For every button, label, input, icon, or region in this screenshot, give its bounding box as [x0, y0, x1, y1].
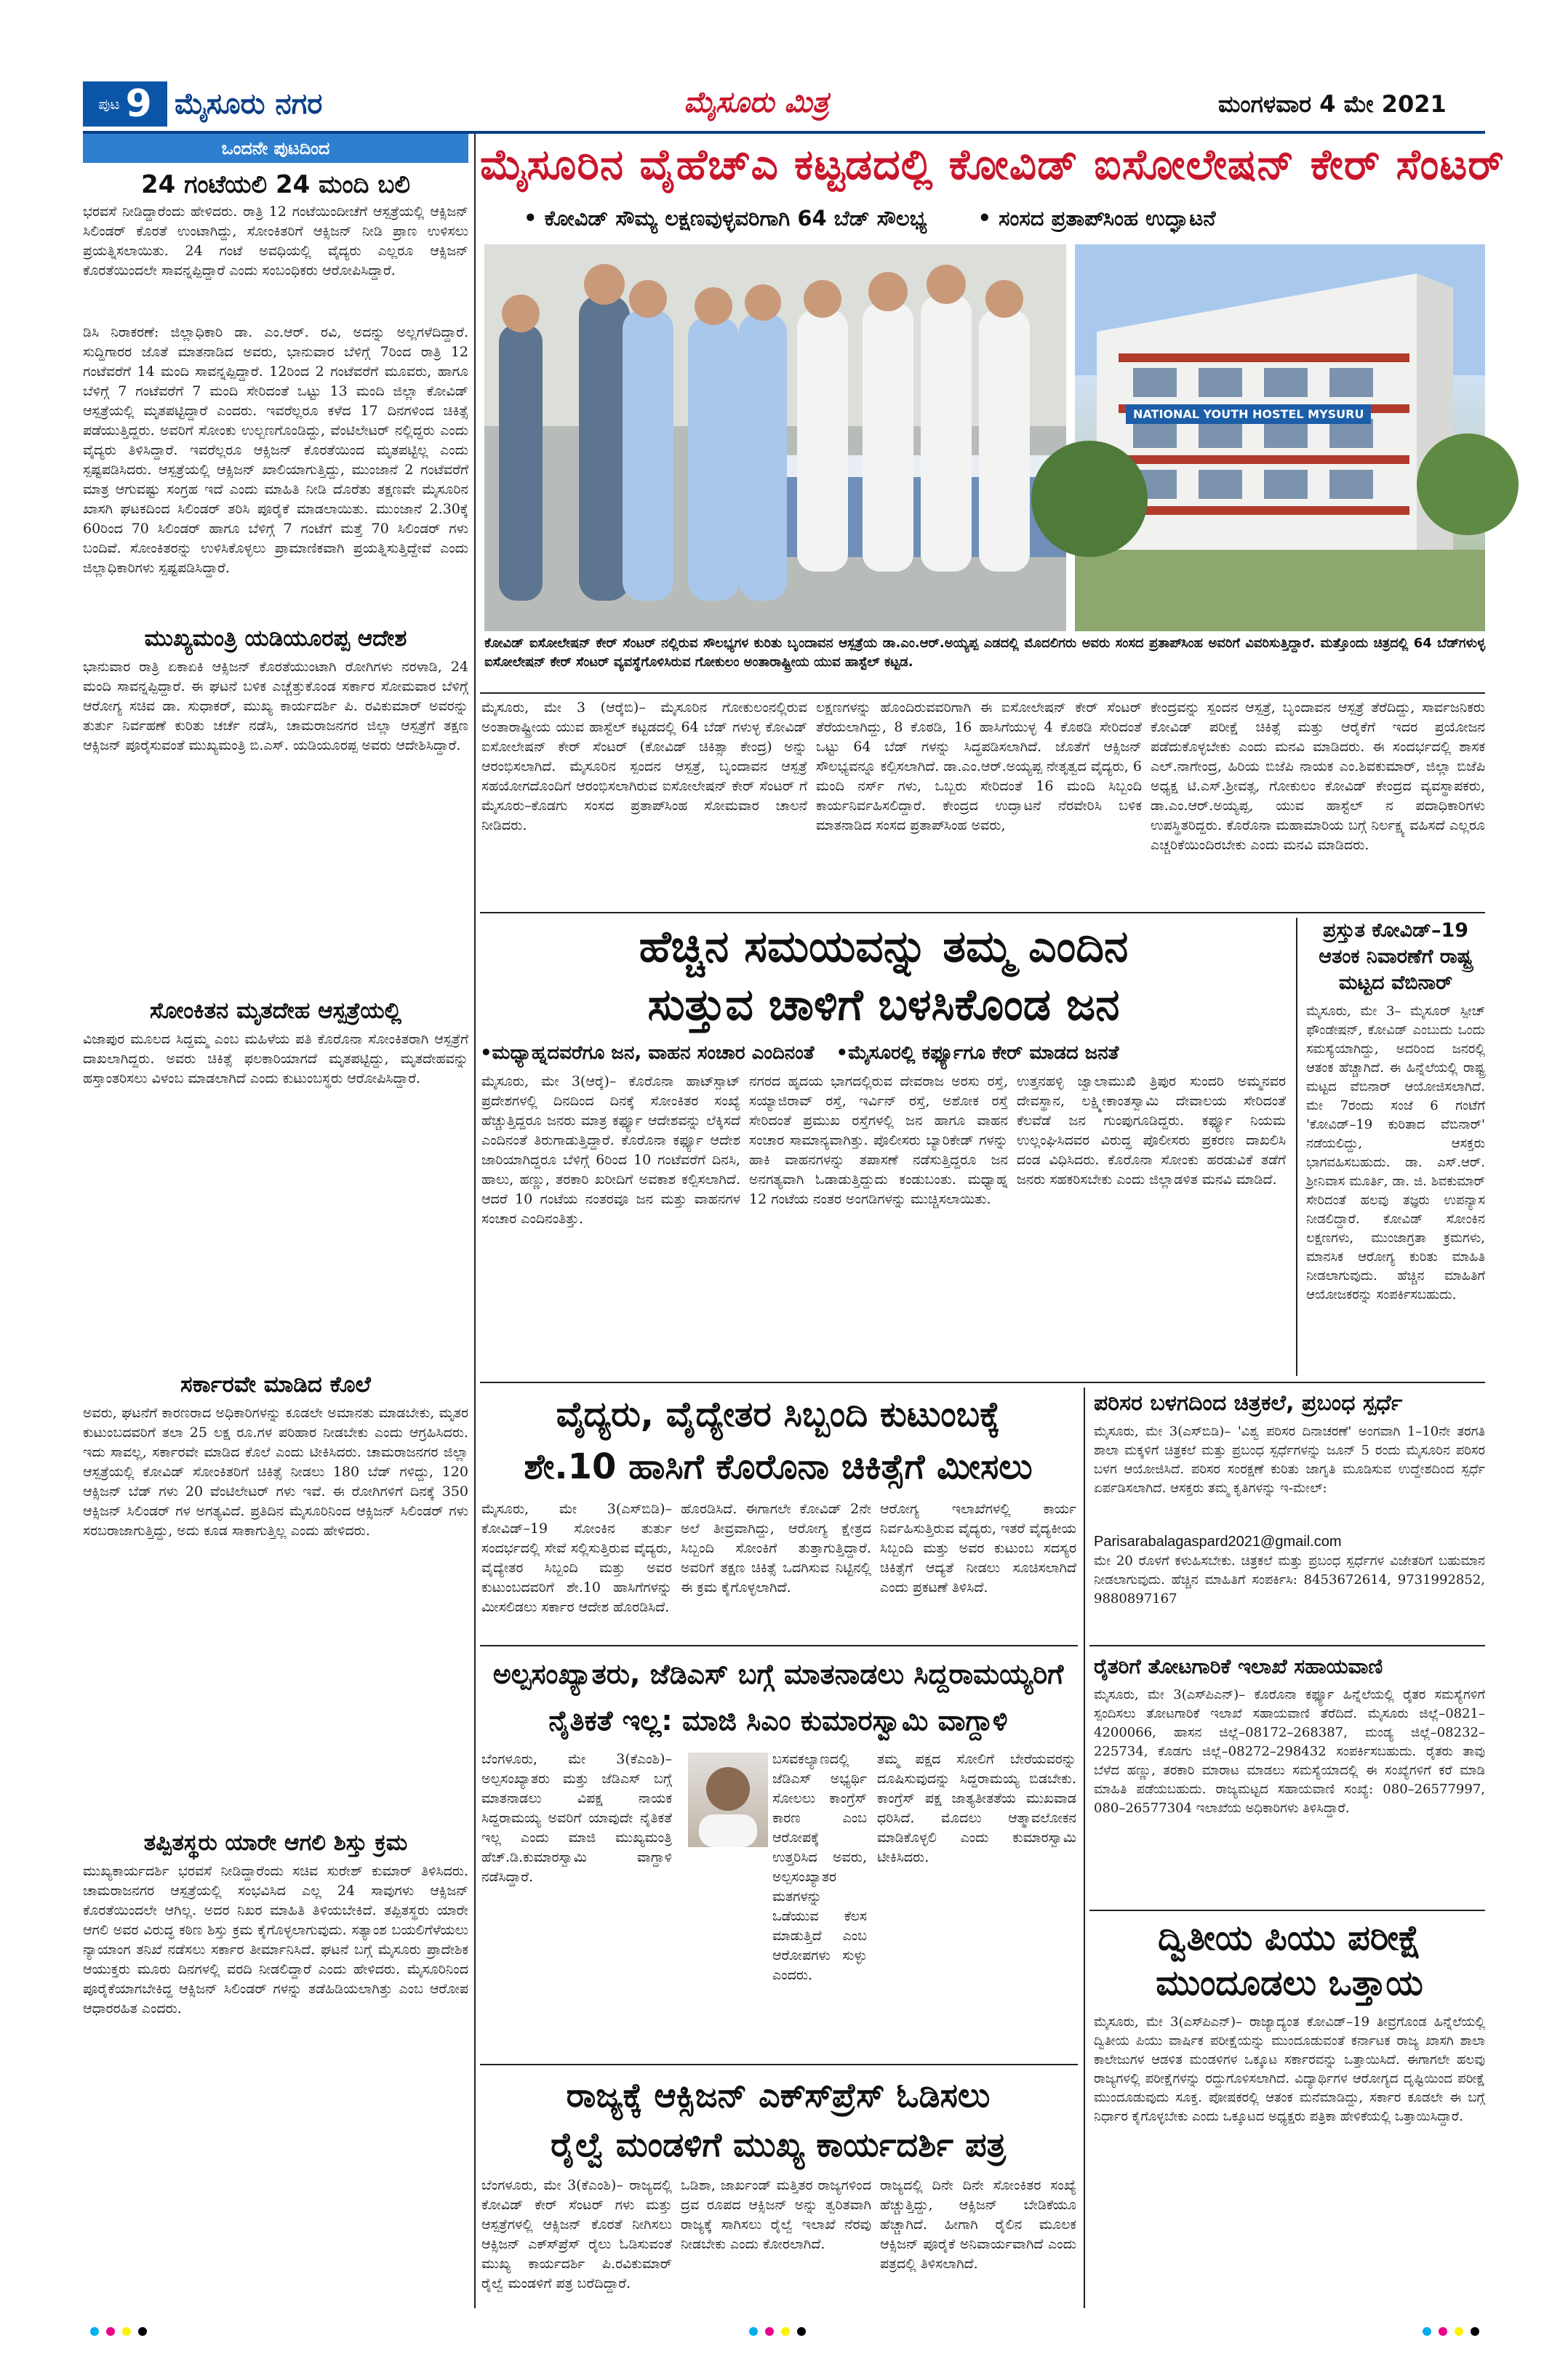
story2-kicker-curfew: •ಮೈಸೂರಲ್ಲಿ ಕರ್ಫ್ಯೂಗೂ ಕೇರ್ ಮಾಡದ ಜನತೆ: [836, 1042, 1119, 1064]
color-registration-left: [90, 2327, 147, 2336]
registration-dot: [1439, 2327, 1447, 2336]
color-registration-center: [749, 2327, 806, 2336]
story3-col-1: ಮೈಸೂರು, ಮೇ 3(ಎಸ್‍ಬಿಡಿ)– ಕೋವಿಡ್–19 ಸೋಂಕಿನ ತುರ್ತು ಸಂದರ್ಭದಲ್ಲಿ ಸೇವೆ ಸಲ್ಲಿಸುತ್ತಿರುವ ವೈದ್ಯರು, ವೈದ್ಯೇತರ ಸಿಬ್ಬಂದಿ ಮತ್ತು ಅವರ ಕುಟುಂಬದವರಿಗೆ ಶೇ.10 ಹಾಸಿಗೆಗಳನ್ನು ಮೀಸಲಿಡಲು ಸರ್ಕಾರ ಆದೇಶ ಹೊರಡಿಸಿದೆ.: [481, 1501, 672, 1615]
left-body-5: ಅವರು, ಘಟನೆಗೆ ಕಾರಣರಾದ ಅಧಿಕಾರಿಗಳನ್ನು ಕೂಡಲೇ ಅಮಾನತು ಮಾಡಬೇಕು, ಮೃತರ ಕುಟುಂಬದವರಿಗೆ ತಲಾ 25 ಲಕ್ಷ ರೂ.ಗಳ ಪರಿಹಾರ ನೀಡಬೇಕು ಎಂದು ಆಗ್ರಹಿಸಿದರು. ಇದು ಸಾವಲ್ಲ, ಸರ್ಕಾರವೇ ಮಾಡಿದ ಕೊಲೆ ಎಂದು ಟೀಕಿಸಿದರು. ಚಾಮರಾಜನಗರ ಜಿಲ್ಲಾ ಆಸ್ಪತ್ರೆಯಲ್ಲಿ ಕೋವಿಡ್ ಸೋಂಕಿತರಿಗೆ ಚಿಕಿತ್ಸೆ ನೀಡಲು 180 ಬೆಡ್ ಗಳಿದ್ದು, 120 ಆಕ್ಸಿಜನ್ ಬೆಡ್ ಗಳು 20 ವೆಂಟಿಲೇಟರ್ ಗಳು ಇವೆ. ಈ ರೋಗಿಗಳಿಗೆ ದಿನಕ್ಕೆ 350 ಆಕ್ಸಿಜನ್ ಸಿಲಿಂಡರ್ ಗಳ ಅಗತ್ಯವಿದೆ. ಪ್ರತಿದಿನ ಮೈಸೂರಿನಿಂದ ಆಕ್ಸಿಜನ್ ಸಿಲಿಂಡರ್ ಗಳು ಸರಬರಾಜಾಗುತ್ತಿದ್ದು, ಅದು ಕೂಡ ಸಾಕಾಗುತ್ತಿಲ್ಲ ಎಂದು ಹೇಳಿದರು.: [83, 1405, 468, 1539]
rule: [480, 2064, 1078, 2065]
story7-headline: ರೈತರಿಗೆ ತೋಟಗಾರಿಕೆ ಇಲಾಖೆ ಸಹಾಯವಾಣಿ: [1094, 1654, 1383, 1678]
story4-col-2: ಬಸವಕಲ್ಯಾಣದಲ್ಲಿ ಜೆಡಿಎಸ್ ಅಭ್ಯರ್ಥಿ ಸೋಲಲು ಕಾಂಗ್ರೆಸ್ ಕಾರಣ ಎಂಬ ಆರೋಪಕ್ಕೆ ಉತ್ತರಿಸಿದ ಅವರು, ಅಲ್ಪಸಂಖ್ಯಾತರ ಮತಗಳನ್ನು ಒಡೆಯುವ ಕೆಲಸ ಮಾಡುತ್ತಿದೆ ಎಂಬ ಆರೋಪಗಳು ಸುಳ್ಳು ಎಂದರು.: [772, 1751, 867, 1983]
left-body-4: ವಿಜಾಪುರ ಮೂಲದ ಸಿದ್ದಮ್ಮ ಎಂಬ ಮಹಿಳೆಯ ಪತಿ ಕೊರೊನಾ ಸೋಂಕಿತರಾಗಿ ಆಸ್ಪತ್ರೆಗೆ ದಾಖಲಾಗಿದ್ದರು. ಅವರು ಚಿಕಿತ್ಸೆ ಫಲಕಾರಿಯಾಗದೆ ಮೃತಪಟ್ಟಿದ್ದು, ಮೃತದೇಹವನ್ನು ಹಸ್ತಾಂತರಿಸಲು ವಿಳಂಬ ಮಾಡಲಾಗಿದೆ ಎಂದು ಕುಟುಂಬಸ್ಥರು ಆರೋಪಿಸಿದ್ದಾರೆ.: [83, 1031, 468, 1086]
hostel-sign: NATIONAL YOUTH HOSTEL MYSURU: [1126, 404, 1371, 424]
rule: [480, 1645, 1078, 1646]
story5-col-1: ಬೆಂಗಳೂರು, ಮೇ 3(ಕೆಎಂಶಿ)– ರಾಜ್ಯದಲ್ಲಿ ಕೋವಿಡ್ ಕೇರ್ ಸೆಂಟರ್ ಗಳು ಮತ್ತು ಆಸ್ಪತ್ರೆಗಳಲ್ಲಿ ಆಕ್ಸಿಜನ್ ಕೊರತೆ ನೀಗಿಸಲು ಆಕ್ಸಿಜನ್ ಎಕ್ಸ್‍ಪ್ರೆಸ್ ರೈಲು ಓಡಿಸುವಂತೆ ಮುಖ್ಯ ಕಾರ್ಯದರ್ಶಿ ಪಿ.ರವಿಕುಮಾರ್ ರೈಲ್ವೆ ಮಂಡಳಿಗೆ ಪತ್ರ ಬರೆದಿದ್ದಾರೆ.: [481, 2177, 672, 2291]
registration-dot: [797, 2327, 806, 2336]
story3-col-2: ಹೊರಡಿಸಿದೆ. ಈಗಾಗಲೇ ಕೋವಿಡ್ 2ನೇ ಅಲೆ ತೀವ್ರವಾಗಿದ್ದು, ಆರೋಗ್ಯ ಕ್ಷೇತ್ರದ ಸಿಬ್ಬಂದಿ ಸೋಂಕಿಗೆ ತುತ್ತಾಗುತ್ತಿದ್ದಾರೆ. ಅವರಿಗೆ ತಕ್ಷಣ ಚಿಕಿತ್ಸೆ ಒದಗಿಸುವ ನಿಟ್ಟಿನಲ್ಲಿ ಈ ಕ್ರಮ ಕೈಗೊಳ್ಳಲಾಗಿದೆ.: [681, 1501, 871, 1596]
top-story-kickers: [480, 198, 1485, 239]
color-registration-right: [1423, 2327, 1479, 2336]
story2-headline-line1: ಹೆಚ್ಚಿನ ಸಮಯವನ್ನು ತಮ್ಮ ಎಂದಿನ: [639, 921, 1129, 972]
left-body-6: ಮುಖ್ಯಕಾರ್ಯದರ್ಶಿ ಭರವಸೆ ನೀಡಿದ್ದಾರೆಂದು ಸಚಿವ ಸುರೇಶ್ ಕುಮಾರ್ ತಿಳಿಸಿದರು. ಚಾಮರಾಜನಗರ ಆಸ್ಪತ್ರೆಯಲ್ಲಿ ಸಂಭವಿಸಿದ ಎಲ್ಲ 24 ಸಾವುಗಳು ಆಕ್ಸಿಜನ್ ಕೊರತೆಯಿಂದಲೇ ಆಗಿಲ್ಲ. ಅದರ ನಿಖರ ಮಾಹಿತಿ ತಿಳಿಯಬೇಕಿದೆ. ತಪ್ಪಿತಸ್ಥರು ಯಾರೇ ಆಗಲಿ ಅವರ ವಿರುದ್ಧ ಕಠಿಣ ಶಿಸ್ತು ಕ್ರಮ ಕೈಗೊಳ್ಳಲಾಗುವುದು. ಸತ್ಯಾಂಶ ಬಯಲಿಗೆಳೆಯಲು ನ್ಯಾಯಾಂಗ ತನಿಖೆ ನಡೆಸಲು ಸರ್ಕಾರ ತೀರ್ಮಾನಿಸಿದೆ. ಘಟನೆ ಬಗ್ಗೆ ಮೈಸೂರು ಪ್ರಾದೇಶಿಕ ಆಯುಕ್ತರು ಮೂರು ದಿನಗಳಲ್ಲಿ ವರದಿ ನೀಡಲಿದ್ದಾರೆ ಎಂದು ಹೇಳಿದರು. ಮೈಸೂರಿನಿಂದ ಪೂರೈಕೆಯಾಗಬೇಕಿದ್ದ ಆಕ್ಸಿಜನ್ ಸಿಲಿಂಡರ್ ಗಳನ್ನು ತಡೆಹಿಡಿಯಲಾಗಿತ್ತು ಎಂಬ ಆರೋಪ ಆಧಾರರಹಿತ ಎಂದರು.: [83, 1863, 468, 2017]
registration-dot: [106, 2327, 115, 2336]
story8-body: ಮೈಸೂರು, ಮೇ 3(ಎಸ್‍ಪಿಎನ್)– ರಾಜ್ಯಾದ್ಯಂತ ಕೋವಿಡ್–19 ತೀವ್ರಗೊಂಡ ಹಿನ್ನೆಲೆಯಲ್ಲಿ ದ್ವಿತೀಯ ಪಿಯು ವಾರ್ಷಿಕ ಪರೀಕ್ಷೆಯನ್ನು ಮುಂದೂಡುವಂತೆ ಕರ್ನಾಟಕ ರಾಜ್ಯ ಖಾಸಗಿ ಶಾಲಾ ಕಾಲೇಜುಗಳ ಆಡಳಿತ ಮಂಡಳಿಗಳ ಒಕ್ಕೂಟ ಸರ್ಕಾರವನ್ನು ಒತ್ತಾಯಿಸಿದೆ. ಈಗಾಗಲೇ ಹಲವು ರಾಜ್ಯಗಳಲ್ಲಿ ಪರೀಕ್ಷೆಗಳನ್ನು ರದ್ದುಗೊಳಿಸಲಾಗಿದೆ. ವಿದ್ಯಾರ್ಥಿಗಳ ಆರೋಗ್ಯದ ದೃಷ್ಟಿಯಿಂದ ಪರೀಕ್ಷೆ ಮುಂದೂಡುವುದು ಸೂಕ್ತ. ಪೋಷಕರಲ್ಲಿ ಆತಂಕ ಮನೆಮಾಡಿದ್ದು, ಸರ್ಕಾರ ಕೂಡಲೇ ಈ ಬಗ್ಗೆ ನಿರ್ಧಾರ ಕೈಗೊಳ್ಳಬೇಕು ಎಂದು ಒಕ್ಕೂಟದ ಅಧ್ಯಕ್ಷರು ಪತ್ರಿಕಾ ಹೇಳಿಕೆಯಲ್ಲಿ ಒತ್ತಾಯಿಸಿದ್ದಾರೆ.: [1094, 2014, 1485, 2124]
story4-col-3: ತಮ್ಮ ಪಕ್ಷದ ಸೋಲಿಗೆ ಬೇರೆಯವರನ್ನು ದೂಷಿಸುವುದನ್ನು ಸಿದ್ದರಾಮಯ್ಯ ಬಿಡಬೇಕು. ಕಾಂಗ್ರೆಸ್ ಪಕ್ಷ ಜಾತ್ಯತೀತತೆಯ ಮುಖವಾಡ ಧರಿಸಿದೆ. ಮೊದಲು ಆತ್ಮಾವಲೋಕನ ಮಾಡಿಕೊಳ್ಳಲಿ ಎಂದು ಕುಮಾರಸ್ವಾಮಿ ಟೀಕಿಸಿದರು.: [877, 1751, 1076, 1865]
left-body-2: ಡಿಸಿ ನಿರಾಕರಣೆ: ಜಿಲ್ಲಾಧಿಕಾರಿ ಡಾ. ಎಂ.ಆರ್. ರವಿ, ಅದನ್ನು ಅಲ್ಲಗಳೆದಿದ್ದಾರೆ. ಸುದ್ದಿಗಾರರ ಜೊತೆ ಮಾತನಾಡಿದ ಅವರು, ಭಾನುವಾರ ಬೆಳಿಗ್ಗೆ 7ರಿಂದ ರಾತ್ರಿ 12 ಗಂಟೆವರೆಗೆ 14 ಮಂದಿ ಸಾವನ್ನಪ್ಪಿದ್ದಾರೆ. 12ರಿಂದ 2 ಗಂಟೆವರೆಗೆ ಮೂವರು, ಹಾಗೂ ಬೆಳಿಗ್ಗೆ 7 ಗಂಟೆವರೆಗೆ 7 ಮಂದಿ ಸೇರಿದಂತೆ ಒಟ್ಟು 13 ಮಂದಿ ಜಿಲ್ಲಾ ಕೋವಿಡ್ ಆಸ್ಪತ್ರೆಯಲ್ಲಿ ಮೃತಪಟ್ಟಿದ್ದಾರೆ ಎಂದರು. ಇವರೆಲ್ಲರೂ ಕಳೆದ 17 ದಿನಗಳಿಂದ ಚಿಕಿತ್ಸೆ ಪಡೆಯುತ್ತಿದ್ದರು. ಅವರಿಗೆ ಸೋಂಕು ಉಲ್ಬಣಗೊಂಡಿದ್ದು, ವೆಂಟಿಲೇಟರ್ ನಲ್ಲಿದ್ದರು ಎಂದು ವೈದ್ಯರು ತಿಳಿಸಿದ್ದಾರೆ. ಇವರೆಲ್ಲರೂ ಆಕ್ಸಿಜನ್ ಕೊರತೆಯಿಂದ ಮೃತಪಟ್ಟಿಲ್ಲ ಎಂದು ಸ್ಪಷ್ಟಪಡಿಸಿದರು. ಆಸ್ಪತ್ರೆಯಲ್ಲಿ ಆಕ್ಸಿಜನ್ ಖಾಲಿಯಾಗುತ್ತಿದ್ದು, ಮುಂಜಾನೆ 2 ಗಂಟೆವರೆಗೆ ಮಾತ್ರ ಆಗುವಷ್ಟು ಸಂಗ್ರಹ ಇದೆ ಎಂದು ಮಾಹಿತಿ ನೀಡಿ ದೊರೆತು ತಕ್ಷಣವೇ ಮೈಸೂರಿನ ಖಾಸಗಿ ಘಟಕದಿಂದ ಸಿಲಿಂಡರ್ ತರಿಸಿ ಪೂರೈಕೆ ಮಾಡಲಾಯಿತು. ಮುಂಜಾನೆ 2.30ಕ್ಕೆ 60ರಿಂದ 70 ಸಿಲಿಂಡರ್ ಹಾಗೂ ಬೆಳಿಗ್ಗೆ 7 ಗಂಟೆಗೆ ಮತ್ತೆ 70 ಸಿಲಿಂಡರ್ ಗಳು ಬಂದಿವೆ. ಸೋಂಕಿತರನ್ನು ಉಳಿಸಿಕೊಳ್ಳಲು ಪ್ರಾಮಾಣಿಕವಾಗಿ ಪ್ರಯತ್ನಿಸುತ್ತಿದ್ದೇವೆ ಎಂದು ಜಿಲ್ಲಾಧಿಕಾರಿಗಳು ಸ್ಪಷ್ಟಪಡಿಸಿದ್ದಾರೆ.: [83, 324, 468, 576]
top-story-col-1: ಮೈಸೂರು, ಮೇ 3 (ಆರ್‍ಕೆಬಿ)– ಮೈಸೂರಿನ ಗೋಕುಲಂನಲ್ಲಿರುವ ಅಂತಾರಾಷ್ಟ್ರೀಯ ಯುವ ಹಾಸ್ಟೆಲ್ ಕಟ್ಟಡದಲ್ಲಿ 64 ಬೆಡ್ ಗಳುಳ್ಳ ಕೋವಿಡ್ ಐಸೋಲೇಷನ್ ಕೇರ್ ಸೆಂಟರ್ (ಕೋವಿಡ್ ಚಿಕಿತ್ಸಾ ಕೇಂದ್ರ) ಅನ್ನು ಆರಂಭಿಸಲಾಗಿದೆ. ಮೈಸೂರಿನ ಸ್ಪಂದನ ಆಸ್ಪತ್ರೆ, ಬೃಂದಾವನ ಆಸ್ಪತ್ರೆ ಸಹಯೋಗದೊಂದಿಗೆ ಆರಂಭಿಸಲಾಗಿರುವ ಐಸೋಲೇಷನ್ ಕೇರ್ ಸೆಂಟರ್ ಗೆ ಮೈಸೂರು–ಕೊಡಗು ಸಂಸದ ಪ್ರತಾಪ್‍ಸಿಂಹ ಸೋಮವಾರ ಚಾಲನೆ ನೀಡಿದರು.: [481, 700, 807, 833]
rule: [480, 692, 1485, 694]
rule: [480, 1382, 1485, 1383]
story6-headline: ಪರಿಸರ ಬಳಗದಿಂದ ಚಿತ್ರಕಲೆ, ಪ್ರಬಂಧ ಸ್ಪರ್ಧೆ: [1094, 1390, 1403, 1416]
column-rule: [474, 134, 476, 2308]
rule: [480, 912, 1485, 913]
registration-dot: [749, 2327, 758, 2336]
story6-body-2: ಮೇ 20 ರೊಳಗೆ ಕಳುಹಿಸಬೇಕು. ಚಿತ್ರಕಲೆ ಮತ್ತು ಪ್ರಬಂಧ ಸ್ಪರ್ಧೆಗಳ ವಿಜೇತರಿಗೆ ಬಹುಮಾನ ನೀಡಲಾಗುವುದು. ಹೆಚ್ಚಿನ ಮಾಹಿತಿಗೆ ಸಂಪರ್ಕಿಸಿ: 8453672614, 9731992852, 9880897167: [1094, 1553, 1485, 1606]
top-story-kicker-beds: • ಕೋವಿಡ್ ಸೌಮ್ಯ ಲಕ್ಷಣವುಳ್ಳವರಿಗಾಗಿ 64 ಬೆಡ್ ಸೌಲಭ್ಯ: [524, 206, 927, 231]
story4-headline-line2: ನೈತಿಕತೆ ಇಲ್ಲ: ಮಾಜಿ ಸಿಎಂ ಕುಮಾರಸ್ವಾಮಿ ವಾಗ್ದಾಳಿ: [548, 1705, 1008, 1737]
registration-dot: [1455, 2327, 1463, 2336]
top-story-col-2: ಲಕ್ಷಣಗಳನ್ನು ಹೊಂದಿರುವವರಿಗಾಗಿ ಈ ಐಸೋಲೇಷನ್ ಕೇರ್ ಸೆಂಟರ್ ತೆರೆಯಲಾಗಿದ್ದು, 8 ಕೊಠಡಿ, 16 ಹಾಸಿಗೆಯುಳ್ಳ 4 ಕೊಠಡಿ ಸೇರಿದಂತೆ ಒಟ್ಟು 64 ಬೆಡ್ ಗಳನ್ನು ಸಿದ್ಧಪಡಿಸಲಾಗಿದೆ. ಜೊತೆಗೆ ಆಕ್ಸಿಜನ್ ಸೌಲಭ್ಯವನ್ನೂ ಕಲ್ಪಿಸಲಾಗಿದೆ. ಡಾ.ಎಂ.ಆರ್.ಅಯ್ಯಪ್ಪ ನೇತೃತ್ವದ ವೈದ್ಯರು, 6 ಮಂದಿ ನರ್ಸ್ ಗಳು, ಒಬ್ಬರು ಸೇರಿದಂತೆ 16 ಮಂದಿ ಸಿಬ್ಬಂದಿ ಕಾರ್ಯನಿರ್ವಹಿಸಲಿದ್ದಾರೆ. ಕೇಂದ್ರದ ಉದ್ಘಾಟನೆ ನೆರವೇರಿಸಿ ಬಳಿಕ ಮಾತನಾಡಿದ ಸಂಸದ ಪ್ರತಾಪ್‍ಸಿಂಹ ಅವರು,: [816, 700, 1142, 833]
left-body-3: ಭಾನುವಾರ ರಾತ್ರಿ ಏಕಾಏಕಿ ಆಕ್ಸಿಜನ್ ಕೊರತೆಯುಂಟಾಗಿ ರೋಗಿಗಳು ನರಳಾಡಿ, 24 ಮಂದಿ ಸಾವನ್ನಪ್ಪಿದ್ದಾರೆ. ಈ ಘಟನೆ ಬಳಿಕ ಎಚ್ಚೆತ್ತುಕೊಂಡ ಸರ್ಕಾರ ಸೋಮವಾರ ಬೆಳಿಗ್ಗೆ ಆರೋಗ್ಯ ಸಚಿವ ಡಾ. ಸುಧಾಕರ್, ಮುಖ್ಯ ಕಾರ್ಯದರ್ಶಿ ಪಿ. ರವಿಕುಮಾರ್ ಅವರನ್ನು ತುರ್ತು ನಿರ್ವಹಣೆ ಕುರಿತು ಚರ್ಚೆ ನಡೆಸಿ, ಚಾಮರಾಜನಗರ ಜಿಲ್ಲಾ ಆಸ್ಪತ್ರೆಗೆ ತಕ್ಷಣ ಆಕ್ಸಿಜನ್ ಪೂರೈಸುವಂತೆ ಮುಖ್ಯಮಂತ್ರಿ ಬಿ.ಎಸ್. ಯಡಿಯೂರಪ್ಪ ಅವರು ಆದೇಶಿಸಿದ್ದಾರೆ.: [83, 659, 468, 753]
top-story-col-3: ಕೇಂದ್ರವನ್ನು ಸ್ಪಂದನ ಆಸ್ಪತ್ರೆ, ಬೃಂದಾವನ ಆಸ್ಪತ್ರೆ ತೆರೆದಿದ್ದು, ಸಾರ್ವಜನಿಕರು ಕೋವಿಡ್ ಪರೀಕ್ಷೆ ಚಿಕಿತ್ಸೆ ಮತ್ತು ಆರೈಕೆಗೆ ಇದರ ಪ್ರಯೋಜನ ಪಡೆದುಕೊಳ್ಳಬೇಕು ಎಂದು ಮನವಿ ಮಾಡಿದರು. ಈ ಸಂದರ್ಭದಲ್ಲಿ ಶಾಸಕ ಎಲ್.ನಾಗೇಂದ್ರ, ಹಿರಿಯ ಬಿಜೆಪಿ ನಾಯಕ ಎಂ.ಶಿವಕುಮಾರ್, ಜಿಲ್ಲಾ ಬಿಜೆಪಿ ಅಧ್ಯಕ್ಷ ಟಿ.ಎಸ್.ಶ್ರೀವತ್ಸ, ಗೋಕುಲಂ ಕೋವಿಡ್ ಕೇಂದ್ರದ ವ್ಯವಸ್ಥಾಪಕರು, ಡಾ.ಎಂ.ಆರ್.ಅಯ್ಯಪ್ಪ, ಯುವ ಹಾಸ್ಟೆಲ್ ನ ಪದಾಧಿಕಾರಿಗಳು ಉಪಸ್ಥಿತರಿದ್ದರು. ಕೊರೊನಾ ಮಹಾಮಾರಿಯ ಬಗ್ಗೆ ನಿರ್ಲಕ್ಷ್ಯ ವಹಿಸದೆ ಎಲ್ಲರೂ ಎಚ್ಚರಿಕೆಯಿಂದಿರಬೇಕು ಎಂದು ಮನವಿ ಮಾಡಿದರು.: [1151, 700, 1485, 853]
registration-dot: [122, 2327, 131, 2336]
story2-headline-line2: ಸುತ್ತುವ ಚಾಳಿಗೆ ಬಳಸಿಕೊಂಡ ಜನ: [647, 980, 1120, 1030]
story5-headline-line1: ರಾಜ್ಯಕ್ಕೆ ಆಕ್ಸಿಜನ್ ಎಕ್ಸ್‍ಪ್ರೆಸ್ ಓಡಿಸಲು: [566, 2075, 991, 2115]
story2-col-1: ಮೈಸೂರು, ಮೇ 3(ಆರ್‍ಕೆ)– ಕೊರೊನಾ ಹಾಟ್‍ಸ್ಪಾಟ್ ಪ್ರದೇಶಗಳಲ್ಲಿ ದಿನದಿಂದ ದಿನಕ್ಕೆ ಸೋಂಕಿತರ ಸಂಖ್ಯೆ ಹೆಚ್ಚುತ್ತಿದ್ದರೂ ಜನರು ಮಾತ್ರ ಕರ್ಫ್ಯೂ ಆದೇಶವನ್ನು ಲೆಕ್ಕಿಸದೆ ಎಂದಿನಂತೆ ತಿರುಗಾಡುತ್ತಿದ್ದಾರೆ. ಕೊರೊನಾ ಕರ್ಫ್ಯೂ ಆದೇಶ ಜಾರಿಯಾಗಿದ್ದರೂ ಬೆಳಿಗ್ಗೆ 6ರಿಂದ 10 ಗಂಟೆವರೆಗೆ ದಿನಸಿ, ಹಾಲು, ಹಣ್ಣು, ತರಕಾರಿ ಖರೀದಿಗೆ ಅವಕಾಶ ಕಲ್ಪಿಸಲಾಗಿದೆ. ಆದರೆ 10 ಗಂಟೆಯ ನಂತರವೂ ಜನ ಮತ್ತು ವಾಹನಗಳ ಸಂಚಾರ ಎಂದಿನಂತಿತ್ತು.: [481, 1073, 740, 1227]
top-story-kicker-inauguration: • ಸಂಸದ ಪ್ರತಾಪ್‍ಸಿಂಹ ಉದ್ಘಾಟನೆ: [977, 206, 1216, 231]
story2-kicker-traffic: •ಮಧ್ಯಾಹ್ನದವರೆಗೂ ಜನ, ವಾಹನ ಸಂಚಾರ ಎಂದಿನಂತೆ: [480, 1042, 815, 1064]
webinar-body: ಮೈಸೂರು, ಮೇ 3– ಮೈಸೂರ್ ಸ್ಪೀಚ್ ಫೌಂಡೇಷನ್, ಕೋವಿಡ್ ಎಂಬುದು ಒಂದು ಸಮಸ್ಯೆಯಾಗಿದ್ದು, ಅದರಿಂದ ಜನರಲ್ಲಿ ಆತಂಕ ಹೆಚ್ಚಾಗಿದೆ. ಈ ಹಿನ್ನೆಲೆಯಲ್ಲಿ ರಾಷ್ಟ್ರ ಮಟ್ಟದ ವೆಬಿನಾರ್ ಆಯೋಜಿಸಲಾಗಿದೆ. ಮೇ 7ರಂದು ಸಂಜೆ 6 ಗಂಟೆಗೆ 'ಕೋವಿಡ್–19 ಕುರಿತಾದ ವೆಬಿನಾರ್' ನಡೆಯಲಿದ್ದು, ಆಸಕ್ತರು ಭಾಗವಹಿಸಬಹುದು. ಡಾ. ಎಸ್.ಆರ್. ಶ್ರೀನಿವಾಸ ಮೂರ್ತಿ, ಡಾ. ಜಿ. ಶಿವಕುಮಾರ್ ಸೇರಿದಂತೆ ಹಲವು ತಜ್ಞರು ಉಪನ್ಯಾಸ ನೀಡಲಿದ್ದಾರೆ. ಕೋವಿಡ್ ಸೋಂಕಿನ ಲಕ್ಷಣಗಳು, ಮುಂಜಾಗ್ರತಾ ಕ್ರಮಗಳು, ಮಾನಸಿಕ ಆರೋಗ್ಯ ಕುರಿತು ಮಾಹಿತಿ ನೀಡಲಾಗುವುದು. ಹೆಚ್ಚಿನ ಮಾಹಿತಿಗೆ ಆಯೋಜಕರನ್ನು ಸಂಪರ್ಕಿಸಬಹುದು.: [1306, 1004, 1485, 1302]
story5-headline-line2: ರೈಲ್ವೆ ಮಂಡಳಿಗೆ ಮುಖ್ಯ ಕಾರ್ಯದರ್ಶಿ ಪತ್ರ: [551, 2125, 1006, 2164]
story4-headline-line1: ಅಲ್ಪಸಂಖ್ಯಾತರು, ಜೆಡಿಎಸ್ ಬಗ್ಗೆ ಮಾತನಾಡಲು ಸಿದ್ದರಾಮಯ್ಯರಿಗೆ: [492, 1658, 1064, 1690]
left-body-1: ಭರವಸೆ ನೀಡಿದ್ದಾರೆಂದು ಹೇಳಿದರು. ರಾತ್ರಿ 12 ಗಂಟೆಯಿಂದೀಚೆಗೆ ಆಸ್ಪತ್ರೆಯಲ್ಲಿ ಆಕ್ಸಿಜನ್ ಸಿಲಿಂಡರ್ ಕೊರತೆ ಉಂಟಾಗಿದ್ದು, ಸೋಂಕಿತರಿಗೆ ಆಕ್ಸಿಜನ್ ನೀಡಿ ಪ್ರಾಣ ಉಳಿಸಲು ಪ್ರಯತ್ನಿಸಲಾಯಿತು. 24 ಗಂಟೆ ಅವಧಿಯಲ್ಲಿ ವೈದ್ಯರು ಎಲ್ಲರೂ ಆಕ್ಸಿಜನ್ ಕೊರತೆಯಿಂದಲೇ ಸಾವನ್ನಪ್ಪಿದ್ದಾರೆ ಎಂದು ಸಂಬಂಧಿಕರು ಆರೋಪಿಸಿದ್ದಾರೆ.: [83, 204, 468, 279]
paper-logo: ಮೈಸೂರು ಮಿತ್ರ: [684, 86, 829, 119]
rule: [1089, 1910, 1485, 1911]
registration-dot: [1423, 2327, 1431, 2336]
photo-isolation-ward-inauguration: [484, 244, 1066, 631]
story5-col-2: ಒಡಿಶಾ, ಜಾರ್ಖಂಡ್ ಮತ್ತಿತರ ರಾಜ್ಯಗಳಿಂದ ದ್ರವ ರೂಪದ ಆಕ್ಸಿಜನ್ ಅನ್ನು ತ್ವರಿತವಾಗಿ ರಾಜ್ಯಕ್ಕೆ ಸಾಗಿಸಲು ರೈಲ್ವೆ ಇಲಾಖೆ ನೆರವು ನೀಡಬೇಕು ಎಂದು ಕೋರಲಾಗಿದೆ.: [681, 2177, 871, 2252]
story3-headline-line1: ವೈದ್ಯರು, ವೈದ್ಯೇತರ ಸಿಬ್ಬಂದಿ ಕುಟುಂಬಕ್ಕೆ: [556, 1394, 1001, 1435]
registration-dot: [90, 2327, 99, 2336]
column-rule: [1296, 918, 1297, 1376]
story5-col-3: ರಾಜ್ಯದಲ್ಲಿ ದಿನೇ ದಿನೇ ಸೋಂಕಿತರ ಸಂಖ್ಯೆ ಹೆಚ್ಚುತ್ತಿದ್ದು, ಆಕ್ಸಿಜನ್ ಬೇಡಿಕೆಯೂ ಹೆಚ್ಚಾಗಿದೆ. ಹೀಗಾಗಿ ರೈಲಿನ ಮೂಲಕ ಆಕ್ಸಿಜನ್ ಪೂರೈಕೆ ಅನಿವಾರ್ಯವಾಗಿದೆ ಎಂದು ಪತ್ರದಲ್ಲಿ ತಿಳಿಸಲಾಗಿದೆ.: [880, 2177, 1076, 2272]
registration-dot: [765, 2327, 774, 2336]
story8-headline-line2: ಮುಂದೂಡಲು ಒತ್ತಾಯ: [1156, 1963, 1423, 2003]
top-story-headline: ಮೈಸೂರಿನ ವೈಹೆಚ್‍ಎ ಕಟ್ಟಡದಲ್ಲಿ ಕೋವಿಡ್ ಐಸೋಲೇಷನ್ ಕೇರ್ ಸೆಂಟರ್: [480, 140, 1505, 189]
story3-col-3: ಆರೋಗ್ಯ ಇಲಾಖೆಗಳಲ್ಲಿ ಕಾರ್ಯ ನಿರ್ವಹಿಸುತ್ತಿರುವ ವೈದ್ಯರು, ಇತರೆ ವೈದ್ಯಕೀಯ ಸಿಬ್ಬಂದಿ ಮತ್ತು ಅವರ ಕುಟುಂಬ ಸದಸ್ಯರ ಚಿಕಿತ್ಸೆಗೆ ಆದ್ಯತೆ ನೀಡಲು ಸೂಚಿಸಲಾಗಿದೆ ಎಂದು ಪ್ರಕಟಣೆ ತಿಳಿಸಿದೆ.: [880, 1501, 1076, 1596]
rule: [1089, 1645, 1485, 1646]
column-rule: [1084, 1388, 1085, 2308]
story2-col-2: ನಗರದ ಹೃದಯ ಭಾಗದಲ್ಲಿರುವ ದೇವರಾಜ ಅರಸು ರಸ್ತೆ, ಸಯ್ಯಾಜಿರಾವ್ ರಸ್ತೆ, ಇರ್ವಿನ್ ರಸ್ತೆ, ಅಶೋಕ ರಸ್ತೆ ಸೇರಿದಂತೆ ಪ್ರಮುಖ ರಸ್ತೆಗಳಲ್ಲಿ ಜನ ಹಾಗೂ ವಾಹನ ಸಂಚಾರ ಸಾಮಾನ್ಯವಾಗಿತ್ತು. ಪೊಲೀಸರು ಬ್ಯಾರಿಕೇಡ್ ಗಳನ್ನು ಹಾಕಿ ವಾಹನಗಳನ್ನು ತಪಾಸಣೆ ನಡೆಸುತ್ತಿದ್ದರೂ ಜನ ಅನಗತ್ಯವಾಗಿ ಓಡಾಡುತ್ತಿದ್ದುದು ಕಂಡುಬಂತು. ಮಧ್ಯಾಹ್ನ 12 ಗಂಟೆಯ ನಂತರ ಅಂಗಡಿಗಳನ್ನು ಮುಚ್ಚಿಸಲಾಯಿತು.: [749, 1073, 1008, 1207]
story2-col-3: ಉತ್ತನಹಳ್ಳಿ ಜ್ವಾಲಾಮುಖಿ ತ್ರಿಪುರ ಸುಂದರಿ ಅಮ್ಮನವರ ದೇವಸ್ಥಾನ, ಲಕ್ಷ್ಮೀಕಾಂತಸ್ವಾಮಿ ದೇವಾಲಯ ಸೇರಿದಂತೆ ಕೆಲವೆಡೆ ಜನ ಗುಂಪುಗೂಡಿದ್ದರು. ಕರ್ಫ್ಯೂ ನಿಯಮ ಉಲ್ಲಂಘಿಸಿದವರ ವಿರುದ್ಧ ಪೊಲೀಸರು ಪ್ರಕರಣ ದಾಖಲಿಸಿ ದಂಡ ವಿಧಿಸಿದರು. ಕೊರೊನಾ ಸೋಂಕು ಹರಡುವಿಕೆ ತಡೆಗೆ ಜನರು ಸಹಕರಿಸಬೇಕು ಎಂದು ಜಿಲ್ಲಾಡಳಿತ ಮನವಿ ಮಾಡಿದೆ.: [1017, 1073, 1286, 1188]
kumaraswamy-photo: [688, 1753, 768, 1847]
story2-kickers: [480, 1038, 1287, 1068]
page-number-badge: [83, 81, 167, 127]
story8-headline-line1: ದ್ವಿತೀಯ ಪಿಯು ಪರೀಕ್ಷೆ: [1157, 1918, 1422, 1958]
section-name: ಮೈಸೂರು ನಗರ: [175, 87, 323, 121]
left-subhead-cm-order: ಮುಖ್ಯಮಂತ್ರಿ ಯಡಿಯೂರಪ್ಪ ಆದೇಶ: [144, 625, 407, 652]
page-number: 9: [125, 82, 152, 126]
left-subhead-body-in-hospital: ಸೋಂಕಿತನ ಮೃತದೇಹ ಆಸ್ಪತ್ರೆಯಲ್ಲಿ: [149, 998, 402, 1024]
left-subhead-disciplinary-action: ತಪ್ಪಿತಸ್ಥರು ಯಾರೇ ಆಗಲಿ ಶಿಸ್ತು ಕ್ರಮ: [143, 1830, 408, 1856]
left-headline: 24 ಗಂಟೆಯಲಿ 24 ಮಂದಿ ಬಲಿ: [140, 170, 411, 199]
story7-body: ಮೈಸೂರು, ಮೇ 3(ಎಸ್‍ಪಿಎನ್)– ಕೊರೊನಾ ಕರ್ಫ್ಯೂ ಹಿನ್ನೆಲೆಯಲ್ಲಿ ರೈತರ ಸಮಸ್ಯೆಗಳಿಗೆ ಸ್ಪಂದಿಸಲು ತೋಟಗಾರಿಕೆ ಇಲಾಖೆ ಸಹಾಯವಾಣಿ ತೆರೆದಿದೆ. ಮೈಸೂರು ಜಿಲ್ಲೆ–0821–4200066, ಹಾಸನ ಜಿಲ್ಲೆ–08172–268387, ಮಂಡ್ಯ ಜಿಲ್ಲೆ–08232–225734, ಕೊಡಗು ಜಿಲ್ಲೆ–08272–298432 ಸಂಪರ್ಕಿಸಬಹುದು. ರೈತರು ತಾವು ಬೆಳೆದ ಹಣ್ಣು, ತರಕಾರಿ ಮಾರಾಟ ಮಾಡಲು ಸಮಸ್ಯೆಯಾದಲ್ಲಿ ಈ ಸಂಖ್ಯೆಗಳಿಗೆ ಕರೆ ಮಾಡಿ ಮಾಹಿತಿ ಪಡೆಯಬಹುದು. ರಾಜ್ಯಮಟ್ಟದ ಸಹಾಯವಾಣಿ ಸಂಖ್ಯೆ: 080–26577997, 080–26577304 ಇಲಾಖೆಯ ಅಧಿಕಾರಿಗಳು ತಿಳಿಸಿದ್ದಾರೆ.: [1094, 1687, 1485, 1816]
story6-body: ಮೈಸೂರು, ಮೇ 3(ಎಸ್‍ಬಿಡಿ)– 'ವಿಶ್ವ ಪರಿಸರ ದಿನಾಚರಣೆ' ಅಂಗವಾಗಿ 1–10ನೇ ತರಗತಿ ಶಾಲಾ ಮಕ್ಕಳಿಗೆ ಚಿತ್ರಕಲೆ ಮತ್ತು ಪ್ರಬಂಧ ಸ್ಪರ್ಧೆಗಳನ್ನು ಜೂನ್ 5 ರಂದು ಮೈಸೂರಿನ ಪರಿಸರ ಬಳಗ ಆಯೋಜಿಸಿದೆ. ಪರಿಸರ ಸಂರಕ್ಷಣೆ ಕುರಿತು ಜಾಗೃತಿ ಮೂಡಿಸುವ ಉದ್ದೇಶದಿಂದ ಸ್ಪರ್ಧೆ ಏರ್ಪಡಿಸಲಾಗಿದೆ. ಆಸಕ್ತರು ತಮ್ಮ ಕೃತಿಗಳನ್ನು ಇ-ಮೇಲ್:: [1094, 1424, 1485, 1496]
photo-youth-hostel-building: [1075, 244, 1485, 631]
webinar-headline: ಪ್ರಸ್ತುತ ಕೋವಿಡ್–19 ಆತಂಕ ನಿವಾರಣೆಗೆ ರಾಷ್ಟ್ರ ಮಟ್ಟದ ವೆಬಿನಾರ್: [1319, 919, 1473, 994]
continued-banner: ಒಂದನೇ ಪುಟದಿಂದ: [83, 134, 468, 163]
page-label: ಪುಟ: [98, 95, 120, 113]
story6-email: Parisarabalagaspard2021@gmail.com: [1094, 1534, 1342, 1550]
registration-dot: [1471, 2327, 1479, 2336]
left-subhead-govt-murder: ಸರ್ಕಾರವೇ ಮಾಡಿದ ಕೊಲೆ: [180, 1372, 371, 1398]
photo-caption: ಕೋವಿಡ್ ಐಸೋಲೇಷನ್ ಕೇರ್ ಸೆಂಟರ್ ನಲ್ಲಿರುವ ಸೌಲಭ್ಯಗಳ ಕುರಿತು ಬೃಂದಾವನ ಆಸ್ಪತ್ರೆಯ ಡಾ.ಎಂ.ಆರ್.ಅಯ್ಯಪ್ಪ ಎಡದಲ್ಲಿ ಮೊದಲಿಗರು ಅವರು ಸಂಸದ ಪ್ರತಾಪ್‍ಸಿಂಹ ಅವರಿಗೆ ವಿವರಿಸುತ್ತಿದ್ದಾರೆ. ಮತ್ತೊಂದು ಚಿತ್ರದಲ್ಲಿ 64 ಬೆಡ್‍ಗಳುಳ್ಳ ಐಸೋಲೇಷನ್ ಕೇರ್ ಸೆಂಟರ್ ವ್ಯವಸ್ಥೆಗೊಳಿಸಿರುವ ಗೋಕುಲಂ ಅಂತಾರಾಷ್ಟ್ರೀಯ ಯುವ ಹಾಸ್ಟೆಲ್ ಕಟ್ಟಡ.: [484, 636, 1485, 670]
registration-dot: [138, 2327, 147, 2336]
registration-dot: [781, 2327, 790, 2336]
dateline: ಮಂಗಳವಾರ 4 ಮೇ 2021: [1218, 90, 1447, 118]
story3-headline-line2: ಶೇ.10 ಹಾಸಿಗೆ ಕೊರೊನಾ ಚಿಕಿತ್ಸೆಗೆ ಮೀಸಲು: [524, 1446, 1033, 1487]
story4-col-1: ಬೆಂಗಳೂರು, ಮೇ 3(ಕೆಎಂಶಿ)– ಅಲ್ಪಸಂಖ್ಯಾತರು ಮತ್ತು ಜೆಡಿಎಸ್ ಬಗ್ಗೆ ಮಾತನಾಡಲು ವಿಪಕ್ಷ ನಾಯಕ ಸಿದ್ದರಾಮಯ್ಯ ಅವರಿಗೆ ಯಾವುದೇ ನೈತಿಕತೆ ಇಲ್ಲ ಎಂದು ಮಾಜಿ ಮುಖ್ಯಮಂತ್ರಿ ಹೆಚ್.ಡಿ.ಕುಮಾರಸ್ವಾಮಿ ವಾಗ್ದಾಳಿ ನಡೆಸಿದ್ದಾರೆ.: [481, 1751, 672, 1885]
